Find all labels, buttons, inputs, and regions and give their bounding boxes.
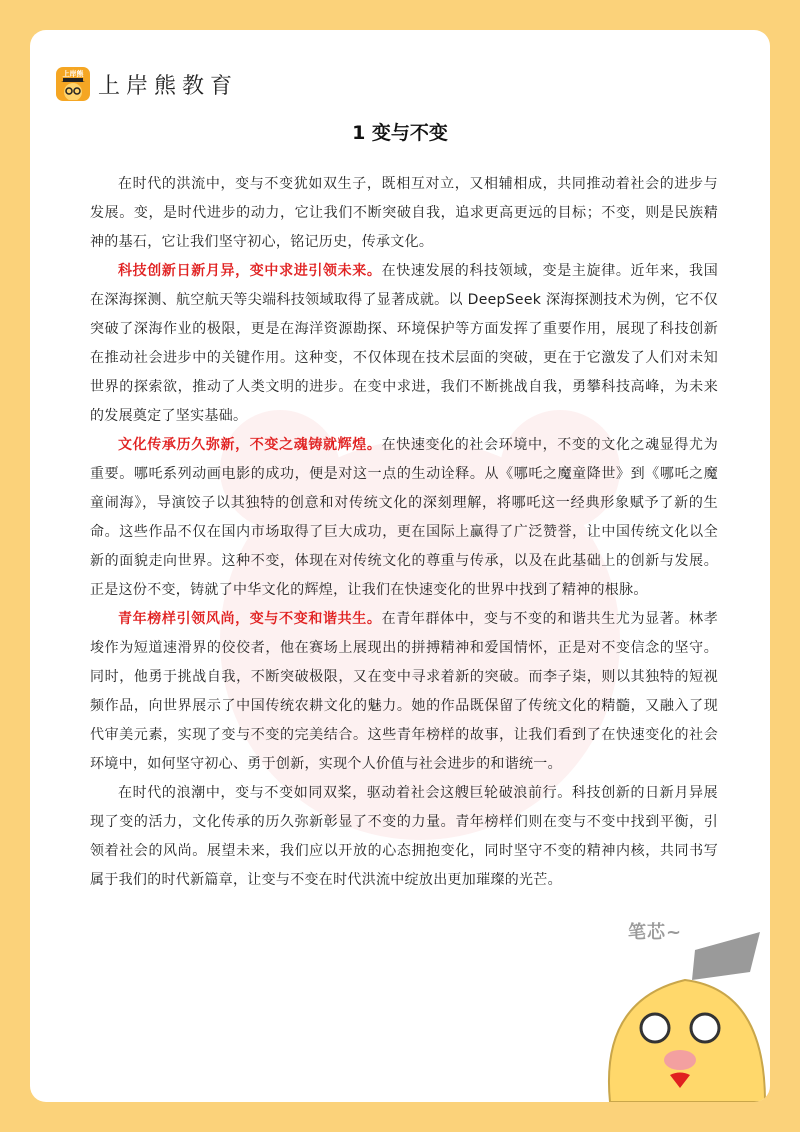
brand-name: 上岸熊教育 (98, 73, 239, 99)
paragraph-1 (90, 170, 718, 257)
paragraph-5 (90, 779, 718, 895)
bear-mascot-icon (600, 910, 770, 1102)
mascot-caption: 笔芯~ (628, 922, 683, 943)
paragraph-text: 在青年群体中，变与不变的和谐共生尤为显著。林孝埈作为短道速滑界的佼佼者，他在赛场上展现出的拼搏精神和爱国情怀，正是对不变信念的坚守。同时，他勇于挑战自我，不断突破极限，又在变中寻求着新的突破。而李子柒，则以其独特的短视频作品，向世界展示了中国传统农耕文化的魅力。她的作品既保留了传统文化的精髓，又融入了现代审美元素，实现了变与不变的完美结合。这些青年榜样的故事，让我们看到了在快速变化的社会环境中，如何坚守初心、勇于创新，实现个人价值与社会进步的和谐统一。 (90, 611, 718, 772)
paragraph-text: 在时代的浪潮中，变与不变如同双桨，驱动着社会这艘巨轮破浪前行。科技创新的日新月异展现了变的活力，文化传承的历久弥新彰显了不变的力量。青年榜样们则在变与不变中找到平衡，引领着社会的风尚。展望未来，我们应以开放的心态拥抱变化，同时坚守不变的精神内核，共同书写属于我们的时代新篇章，让变与不变在时代洪流中绽放出更加璀璨的光芒。 (90, 785, 718, 888)
brand-header (56, 67, 238, 101)
paragraph-3 (90, 431, 718, 605)
paragraph-highlight: 青年榜样引领风尚，变与不变和谐共生。 (118, 611, 382, 627)
paragraph-2 (90, 257, 718, 431)
paragraph-text: 在快速发展的科技领域，变是主旋律。近年来，我国在深海探测、航空航天等尖端科技领域取得了显著成就。以 DeepSeek 深海探测技术为例，它不仅突破了深海作业的极限，更是在海洋资源勘探、环境保护等方面发挥了重要作用，展现了科技创新在推动社会进步中的关键作用。这种变，不仅体现在技术层面的突破，更在于它激发了人们对未知世界的探索欲，推动了人类文明的进步。在变中求进，我们不断挑战自我，勇攀科技高峰，为未来的发展奠定了坚实基础。 (90, 263, 718, 424)
paragraph-text: 在快速变化的社会环境中，不变的文化之魂显得尤为重要。哪吒系列动画电影的成功，便是对这一点的生动诠释。从《哪吒之魔童降世》到《哪吒之魔童闹海》，导演饺子以其独特的创意和对传统文化的深刻理解，将哪吒这一经典形象赋予了新的生命。这些作品不仅在国内市场取得了巨大成功，更在国际上赢得了广泛赞誉，让中国传统文化以全新的面貌走向世界。这种不变，体现在对传统文化的尊重与传承，以及在此基础上的创新与发展。正是这份不变，铸就了中华文化的辉煌，让我们在快速变化的世界中找到了精神的根脉。 (90, 437, 718, 598)
document-page (30, 30, 770, 1102)
paragraph-text: 在时代的洪流中，变与不变犹如双生子，既相互对立，又相辅相成，共同推动着社会的进步与发展。变，是时代进步的动力，它让我们不断突破自我，追求更高更远的目标；不变，则是民族精神的基石，它让我们坚守初心，铭记历史，传承文化。 (90, 176, 718, 250)
essay-body (90, 170, 718, 895)
bear-logo-icon (56, 67, 90, 101)
logo-tag: 上岸熊 (62, 70, 84, 78)
paragraph-highlight: 科技创新日新月异，变中求进引领未来。 (118, 263, 382, 279)
paragraph-highlight: 文化传承历久弥新，不变之魂铸就辉煌。 (118, 437, 382, 453)
paragraph-4 (90, 605, 718, 779)
page-title: 1 变与不变 (352, 122, 448, 144)
